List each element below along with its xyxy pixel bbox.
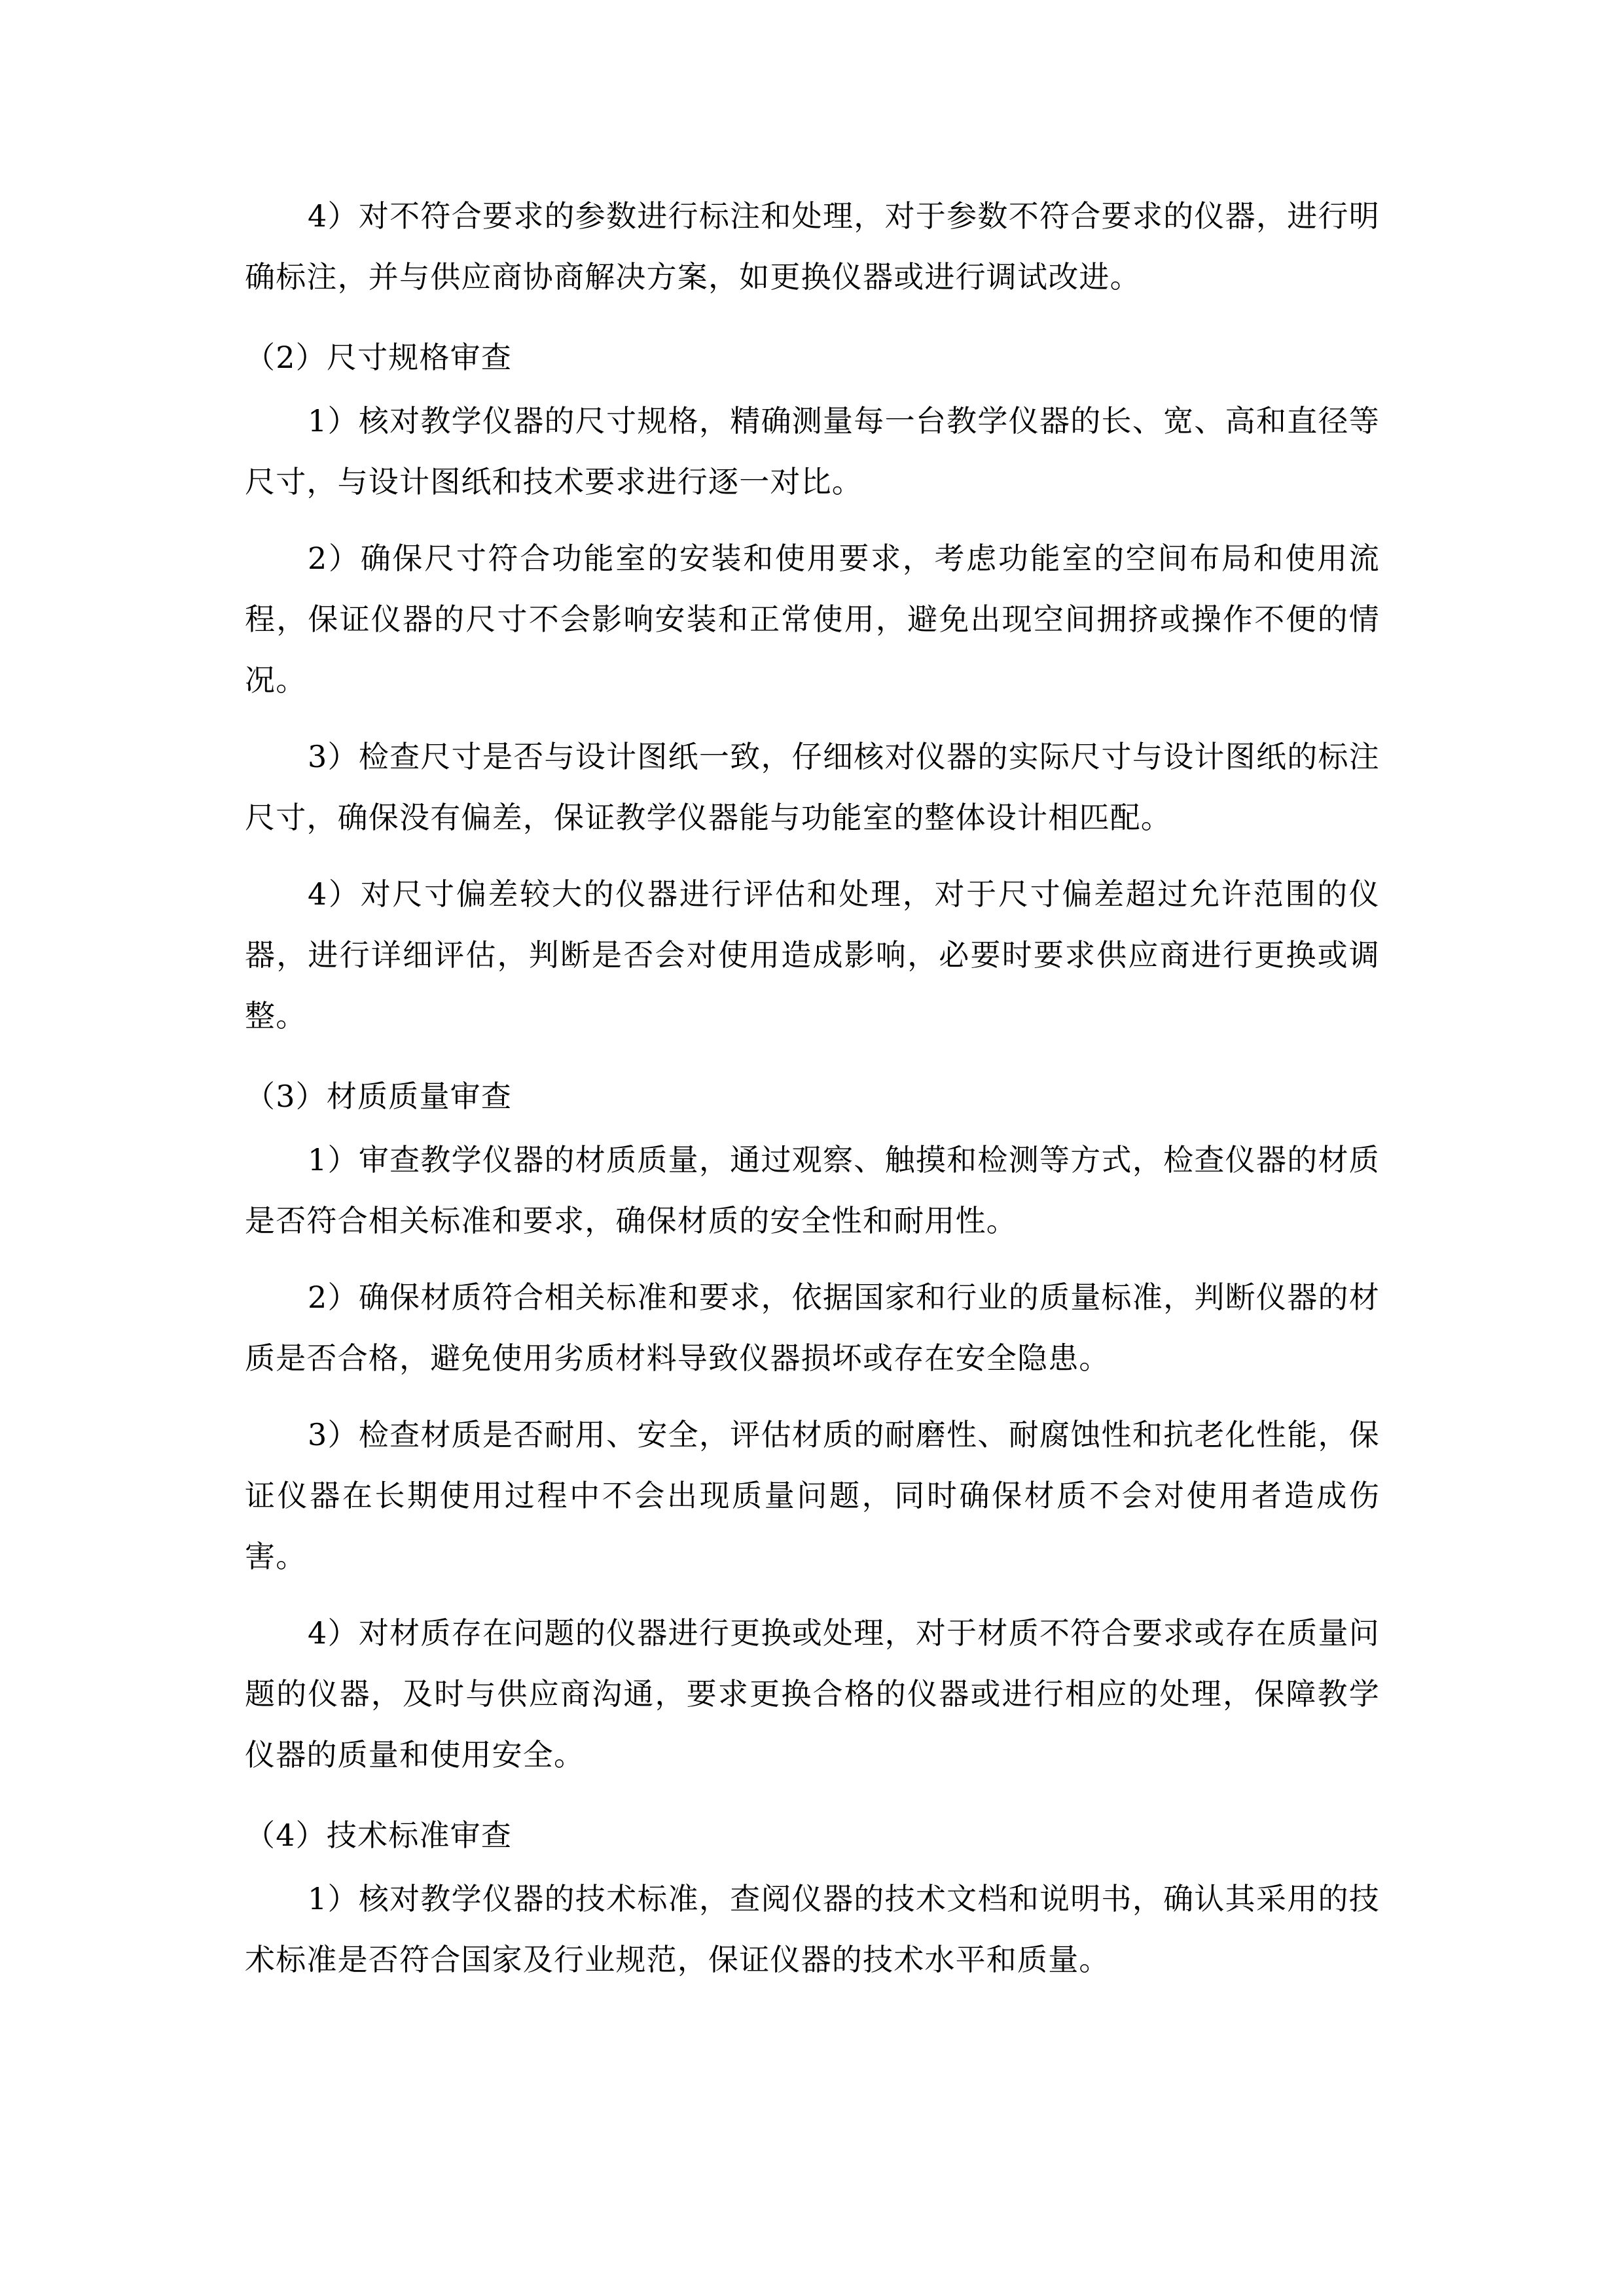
section-heading-material-quality-review: （3）材质质量审查 [245,1079,513,1114]
paragraph-size-item-4: 4）对尺寸偏差较大的仪器进行评估和处理，对于尺寸偏差超过允许范围的仪器，进行详细评估，判断是否会对使用造成影响，必要时要求供应商进行更换或调整。 [245,876,1380,1033]
section-heading-size-spec-review: （2）尺寸规格审查 [245,340,513,375]
paragraph-technical-item-1: 1）核对教学仪器的技术标准，查阅仪器的技术文档和说明书，确认其采用的技术标准是否符合国家及行业规范，保证仪器的技术水平和质量。 [245,1881,1380,1977]
paragraph-size-item-3: 3）检查尺寸是否与设计图纸一致，仔细核对仪器的实际尺寸与设计图纸的标注尺寸，确保没有偏差，保证教学仪器能与功能室的整体设计相匹配。 [245,739,1380,835]
paragraph-material-item-3: 3）检查材质是否耐用、安全，评估材质的耐磨性、耐腐蚀性和抗老化性能，保证仪器在长期使用过程中不会出现质量问题，同时确保材质不会对使用者造成伤害。 [245,1417,1380,1574]
paragraph-material-item-2: 2）确保材质符合相关标准和要求，依据国家和行业的质量标准，判断仪器的材质是否合格，避免使用劣质材料导致仪器损坏或存在安全隐患。 [245,1280,1380,1376]
paragraph-material-item-1: 1）审查教学仪器的材质质量，通过观察、触摸和检测等方式，检查仪器的材质是否符合相关标准和要求，确保材质的安全性和耐用性。 [245,1142,1380,1238]
paragraph-size-item-1: 1）核对教学仪器的尺寸规格，精确测量每一台教学仪器的长、宽、高和直径等尺寸，与设计图纸和技术要求进行逐一对比。 [245,403,1380,499]
paragraph-size-item-2: 2）确保尺寸符合功能室的安装和使用要求，考虑功能室的空间布局和使用流程，保证仪器的尺寸不会影响安装和正常使用，避免出现空间拥挤或操作不便的情况。 [245,541,1380,698]
section-heading-technical-standard-review: （4）技术标准审查 [245,1818,513,1853]
paragraph-material-item-4: 4）对材质存在问题的仪器进行更换或处理，对于材质不符合要求或存在质量问题的仪器，及时与供应商沟通，要求更换合格的仪器或进行相应的处理，保障教学仪器的质量和使用安全。 [245,1615,1380,1772]
paragraph-parameter-item-4: 4）对不符合要求的参数进行标注和处理，对于参数不符合要求的仪器，进行明确标注，并与供应商协商解决方案，如更换仪器或进行调试改进。 [245,198,1380,295]
document-page [245,186,1380,1990]
